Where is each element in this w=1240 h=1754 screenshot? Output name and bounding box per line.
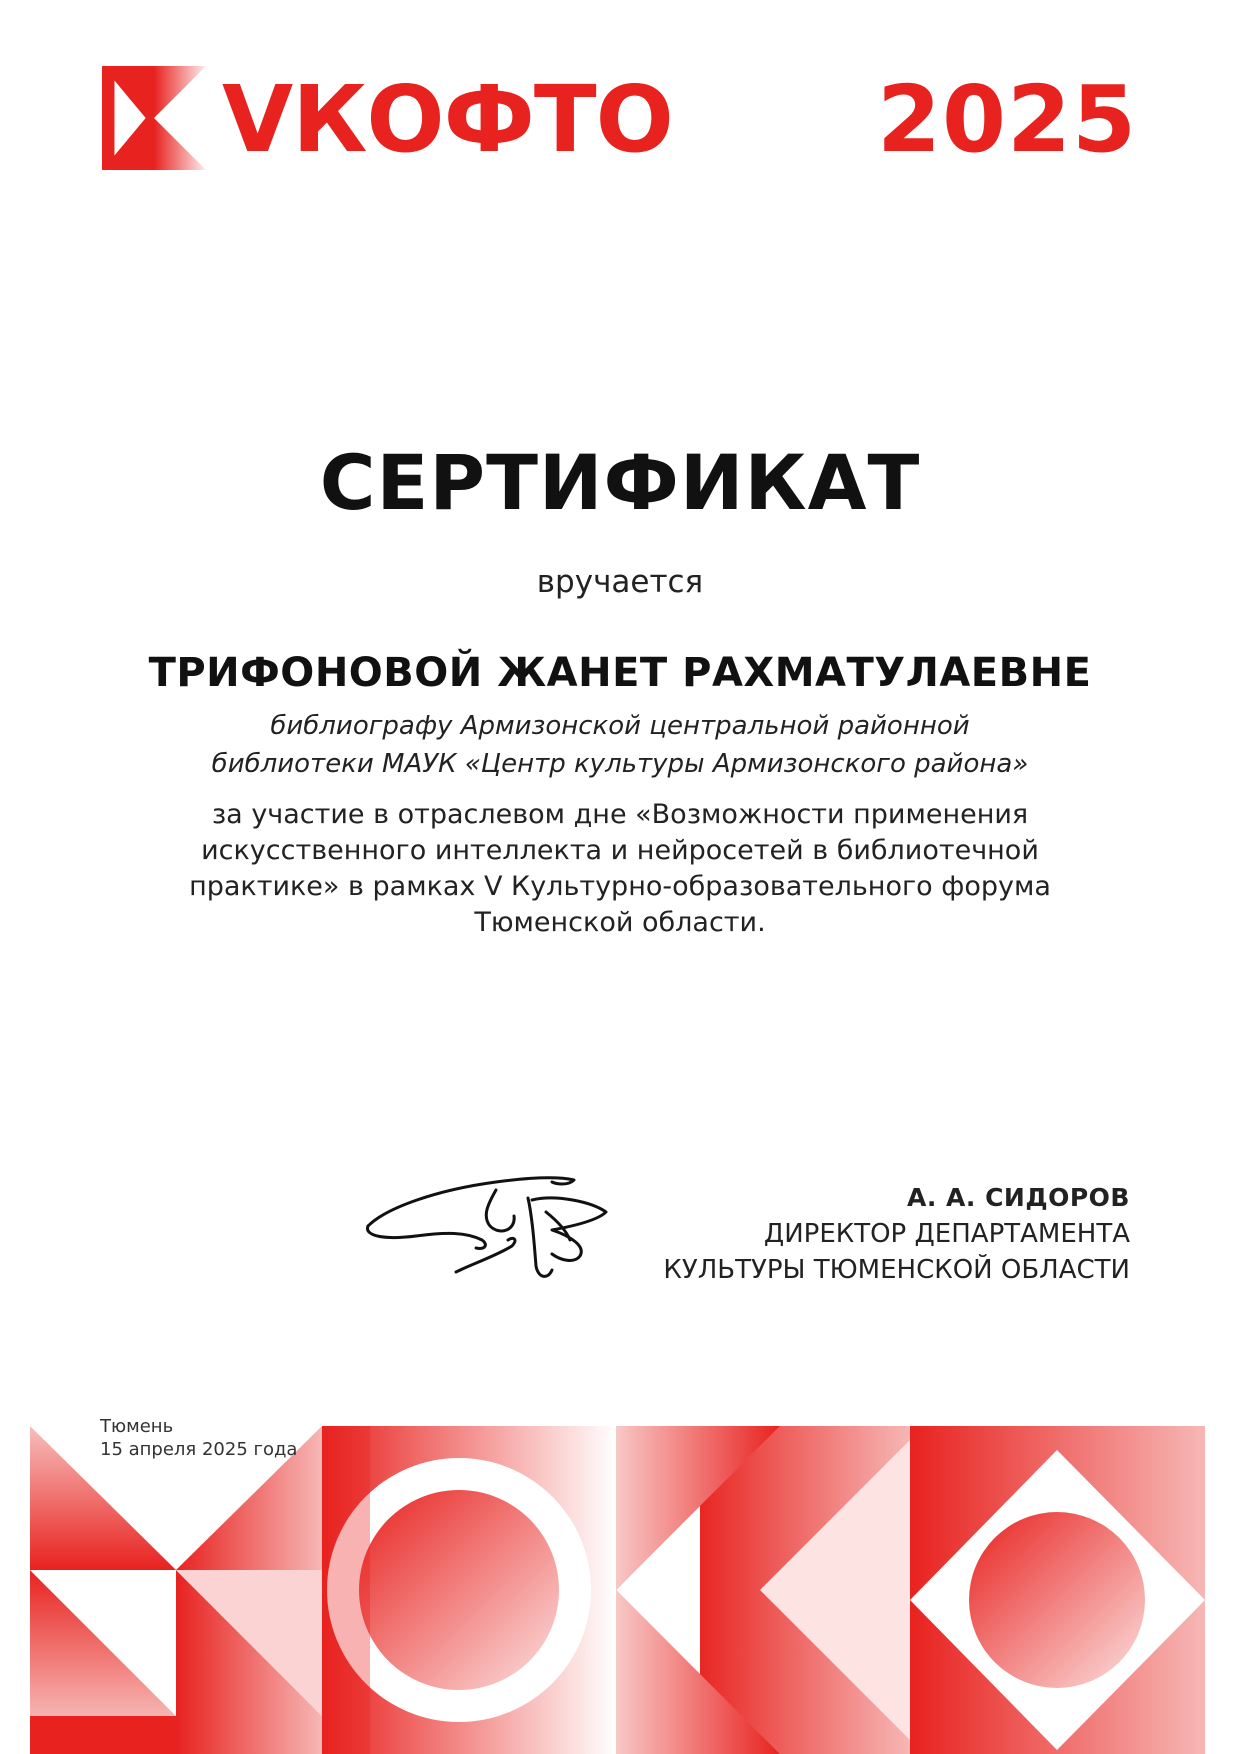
recipient-name: ТРИФОНОВОЙ ЖАНЕТ РАХМАТУЛАЕВНЕ	[148, 650, 1092, 696]
certificate-title: СЕРТИФИКАТ	[319, 438, 921, 527]
date-label: 15 апреля 2025 года	[100, 1439, 298, 1460]
signer-block	[663, 1180, 1130, 1288]
position-line: библиотеки МАУК «Центр культуры Армизонского района»	[211, 749, 1029, 779]
signature-image	[356, 1160, 646, 1290]
position-line: библиографу Армизонской центральной районной	[270, 711, 970, 741]
place-and-date	[100, 1415, 297, 1461]
decorative-pattern	[0, 1410, 1240, 1754]
reason-line: Тюменской области.	[474, 907, 766, 938]
award-reason	[0, 797, 1240, 941]
brand-name: VКОФТО	[222, 66, 673, 173]
signer-name: А. А. СИДОРОВ	[906, 1183, 1130, 1212]
reason-line: за участие в отраслевом дне «Возможности применения	[211, 799, 1029, 830]
vkofto-logo-icon	[102, 66, 206, 170]
certificate-subtitle: вручается	[536, 564, 704, 600]
signer-title-line: КУЛЬТУРЫ ТЮМЕНСКОЙ ОБЛАСТИ	[663, 1255, 1130, 1285]
year-label: 2025	[876, 66, 1137, 173]
city-label: Тюмень	[100, 1416, 174, 1437]
recipient-position	[0, 707, 1240, 783]
signer-title-line: ДИРЕКТОР ДЕПАРТАМЕНТА	[763, 1219, 1130, 1249]
reason-line: практике» в рамках V Культурно-образовательного форума	[189, 871, 1051, 902]
reason-line: искусственного интеллекта и нейросетей в библиотечной	[201, 835, 1039, 866]
